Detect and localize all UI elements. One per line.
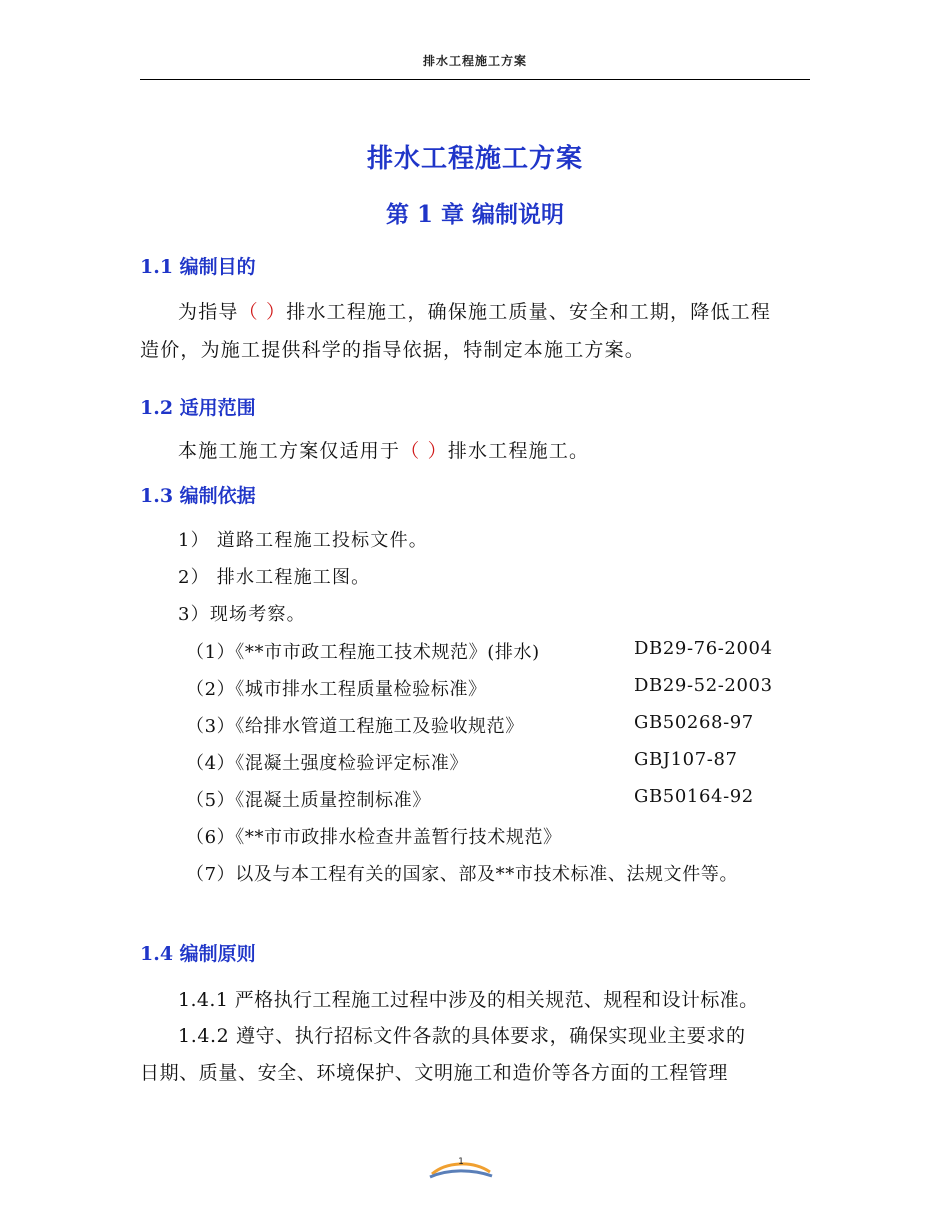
scope-text-start: 本施工施工方案仅适用于 xyxy=(178,440,401,462)
reference-item-3: （3）《给排水管道工程施工及验收规范》 xyxy=(186,716,524,737)
document-title: 排水工程施工方案 xyxy=(366,144,583,174)
reference-item-5: （5）《混凝土质量控制标准》 xyxy=(186,790,431,811)
purpose-text-start: 为指导 xyxy=(178,301,239,323)
logo-arc-blue xyxy=(430,1171,492,1177)
section-heading-1-1: 1.1 编制目的 xyxy=(140,256,256,278)
reference-item-4: （4）《混凝土强度检验评定标准》 xyxy=(186,753,469,774)
section-heading-1-2: 1.2 适用范围 xyxy=(140,397,256,419)
project-name-placeholder: （ ） xyxy=(238,301,287,323)
basis-item-3: 3）现场考察。 xyxy=(178,604,306,625)
reference-item-1: （1）《**市市政工程施工技术规范》(排水) xyxy=(186,642,540,663)
paragraph-scope xyxy=(178,436,589,463)
reference-code-5: GB50164-92 xyxy=(634,786,754,807)
section-heading-1-3: 1.3 编制依据 xyxy=(140,485,256,507)
paragraph-purpose-line-2: 造价，为施工提供科学的指导依据，特制定本施工方案。 xyxy=(140,339,646,361)
reference-code-2: DB29-52-2003 xyxy=(634,675,773,696)
chapter-title: 第 1 章 编制说明 xyxy=(385,201,565,228)
header-rule xyxy=(140,79,810,80)
reference-code-1: DB29-76-2004 xyxy=(634,638,773,659)
reference-item-6: （6）《**市市政排水检查井盖暂行技术规范》 xyxy=(186,827,562,848)
running-header: 排水工程施工方案 xyxy=(422,54,527,68)
principle-2-line-1: 1.4.2 遵守、执行招标文件各款的具体要求，确保实现业主要求的 xyxy=(178,1025,746,1047)
reference-code-3: GB50268-97 xyxy=(634,712,754,733)
principle-2-line-2: 日期、质量、安全、环境保护、文明施工和造价等各方面的工程管理 xyxy=(140,1062,729,1084)
footer-logo-icon xyxy=(428,1152,494,1182)
reference-item-2: （2）《城市排水工程质量检验标准》 xyxy=(186,679,487,700)
reference-item-7: （7）以及与本工程有关的国家、部及**市技术标准、法规文件等。 xyxy=(186,864,739,885)
scope-text-end: 排水工程施工。 xyxy=(447,440,590,462)
purpose-text-end: 排水工程施工，确保施工质量、安全和工期，降低工程 xyxy=(286,301,772,323)
basis-item-1: 1） 道路工程施工投标文件。 xyxy=(178,530,428,551)
basis-item-2: 2） 排水工程施工图。 xyxy=(178,567,371,588)
principle-1: 1.4.1 严格执行工程施工过程中涉及的相关规范、规程和设计标准。 xyxy=(178,989,759,1011)
section-heading-1-4: 1.4 编制原则 xyxy=(140,943,256,965)
reference-code-4: GBJ107-87 xyxy=(634,749,738,770)
paragraph-purpose-line-1 xyxy=(178,297,771,324)
project-name-placeholder-2: （ ） xyxy=(400,440,448,462)
page-number: 1 xyxy=(458,1157,464,1167)
